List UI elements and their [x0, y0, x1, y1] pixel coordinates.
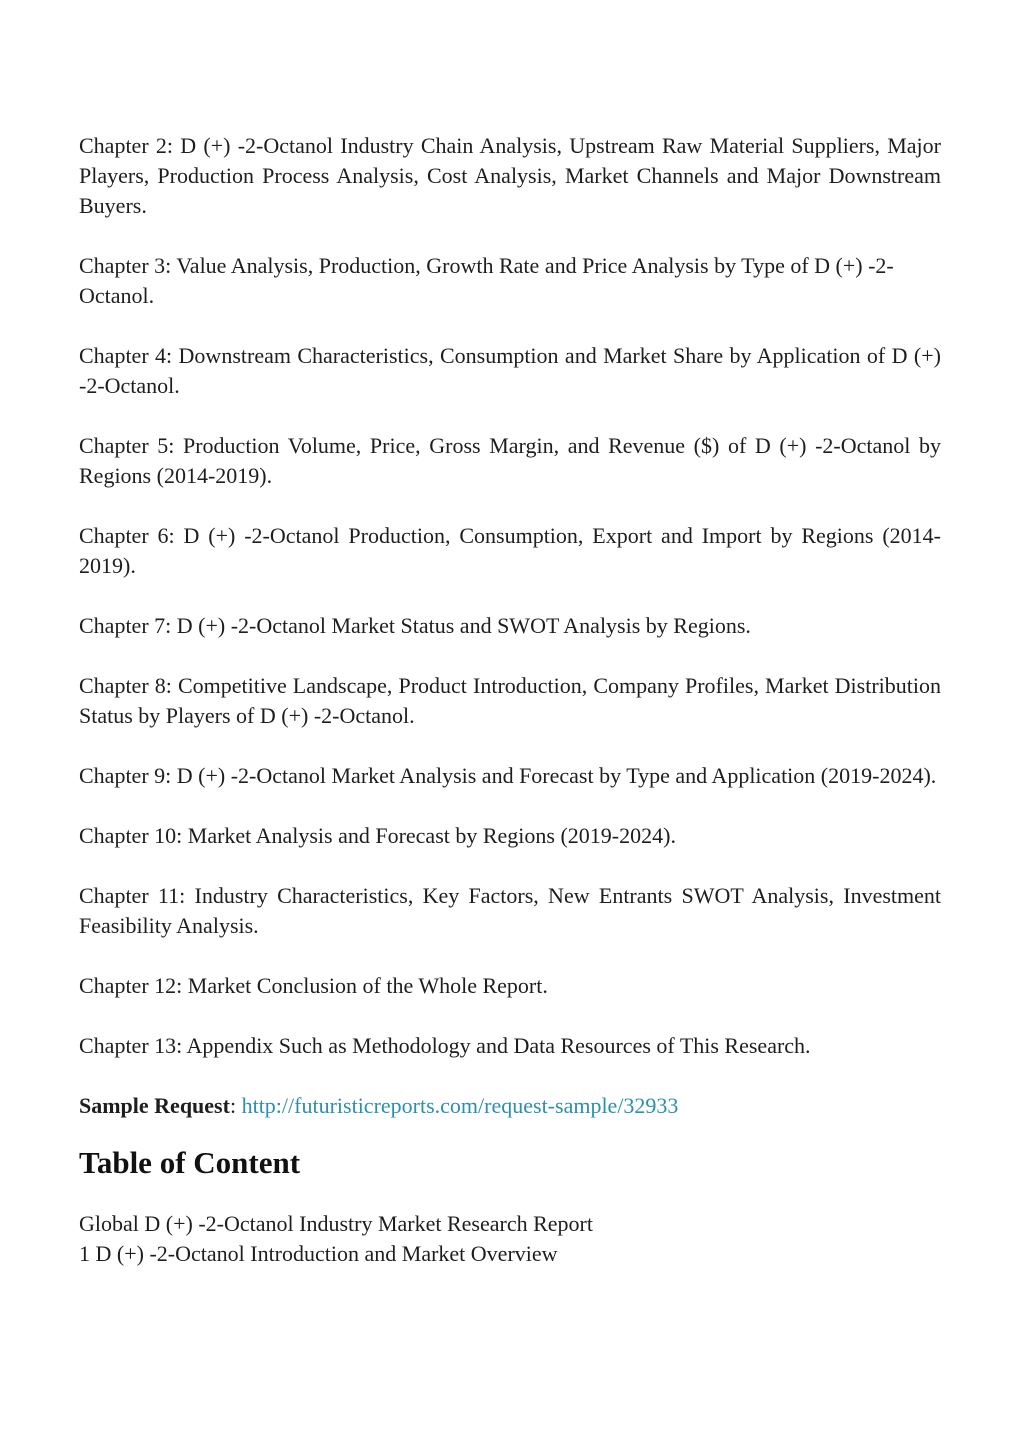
chapter-8-paragraph: Chapter 8: Competitive Landscape, Product Introduction, Company Profiles, Market Distribution Status by Players of D (+) -2-Octanol.: [79, 673, 941, 728]
chapter-5-paragraph: Chapter 5: Production Volume, Price, Gross Margin, and Revenue ($) of D (+) -2-Octanol by Regions (2014-2019).: [79, 433, 941, 488]
chapter-7-paragraph: Chapter 7: D (+) -2-Octanol Market Status and SWOT Analysis by Regions.: [79, 613, 751, 638]
chapter-10-paragraph: Chapter 10: Market Analysis and Forecast by Regions (2019-2024).: [79, 823, 676, 848]
chapter-3-paragraph: Chapter 3: Value Analysis, Production, Growth Rate and Price Analysis by Type of D (+) -2-Octanol.: [79, 253, 894, 308]
sample-request-label: Sample Request: [79, 1093, 230, 1118]
chapter-13-paragraph: Chapter 13: Appendix Such as Methodology and Data Resources of This Research.: [79, 1033, 811, 1058]
toc-line-report-title: Global D (+) -2-Octanol Industry Market Research Report: [79, 1211, 593, 1236]
toc-heading: Table of Content: [79, 1145, 301, 1180]
chapter-2-paragraph: Chapter 2: D (+) -2-Octanol Industry Chain Analysis, Upstream Raw Material Suppliers, Major Players, Production Process Analysis, Cost Analysis, Market Channels and Major Downstream Buyers.: [79, 133, 941, 218]
chapter-12-paragraph: Chapter 12: Market Conclusion of the Whole Report.: [79, 973, 548, 998]
toc-line-section-1: 1 D (+) -2-Octanol Introduction and Market Overview: [79, 1241, 558, 1266]
sample-request-link[interactable]: http://futuristicreports.com/request-sample/32933: [241, 1093, 679, 1118]
sample-request-separator: :: [229, 1093, 242, 1118]
document-page: [79, 131, 941, 1269]
sample-request-line: [79, 1091, 941, 1121]
chapter-6-paragraph: Chapter 6: D (+) -2-Octanol Production, Consumption, Export and Import by Regions (2014-2019).: [79, 523, 941, 578]
chapter-4-paragraph: Chapter 4: Downstream Characteristics, Consumption and Market Share by Application of D (+) -2-Octanol.: [79, 343, 941, 398]
chapter-9-paragraph: Chapter 9: D (+) -2-Octanol Market Analysis and Forecast by Type and Application (2019-2024).: [79, 763, 937, 788]
chapter-11-paragraph: Chapter 11: Industry Characteristics, Key Factors, New Entrants SWOT Analysis, Investment Feasibility Analysis.: [79, 883, 941, 938]
